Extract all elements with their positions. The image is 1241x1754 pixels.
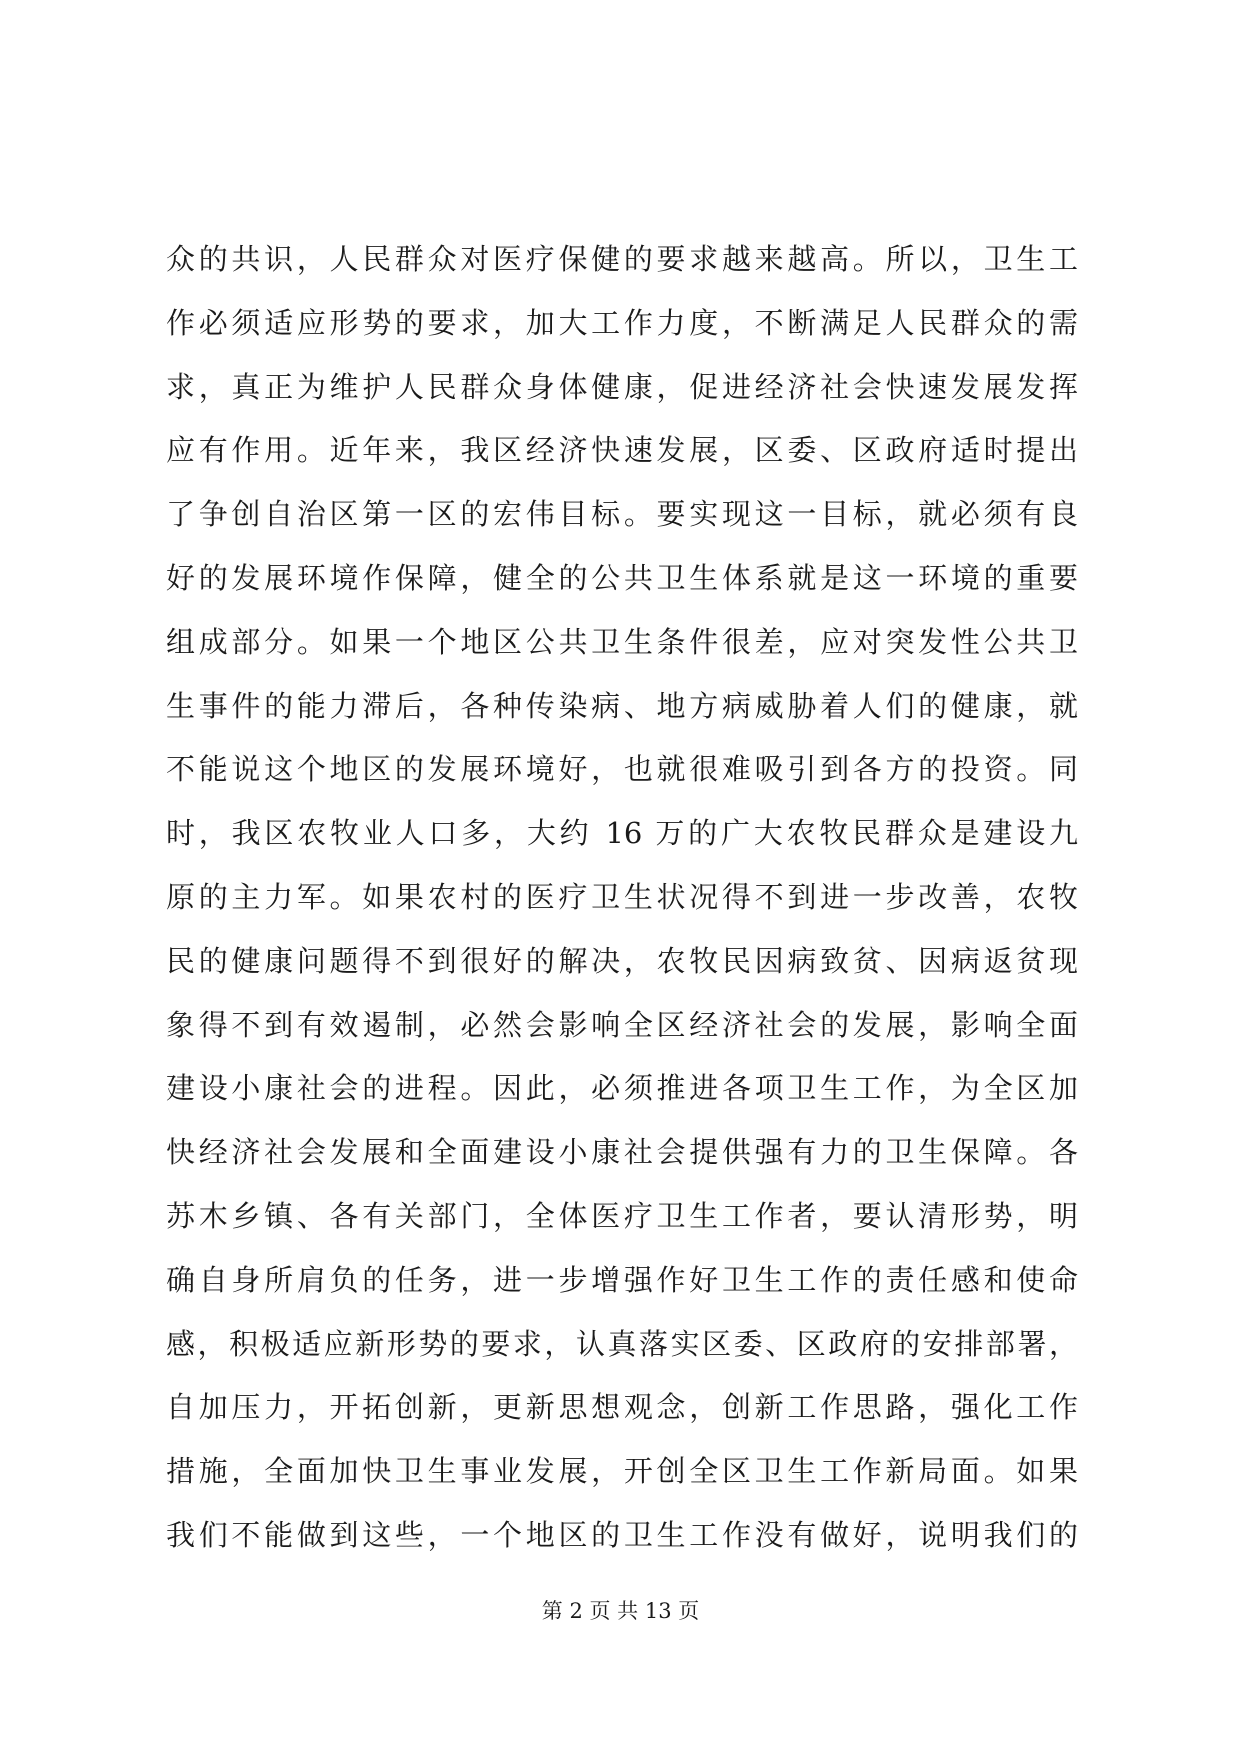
text-line: 我们不能做到这些，一个地区的卫生工作没有做好，说明我们的 — [166, 1517, 1078, 1552]
text-line: 了争创自治区第一区的宏伟目标。要实现这一目标，就必须有良 — [166, 497, 1078, 532]
text-line: 感，积极适应新形势的要求，认真落实区委、区政府的安排部署， — [166, 1326, 1078, 1361]
text-line: 苏木乡镇、各有关部门，全体医疗卫生工作者，要认清形势，明 — [166, 1198, 1078, 1233]
text-line: 作必须适应形势的要求，加大工作力度，不断满足人民群众的需 — [166, 305, 1078, 340]
text-line: 原的主力军。如果农村的医疗卫生状况得不到进一步改善，农牧 — [166, 879, 1078, 914]
text-line: 组成部分。如果一个地区公共卫生条件很差，应对突发性公共卫 — [166, 624, 1078, 659]
text-line: 不能说这个地区的发展环境好，也就很难吸引到各方的投资。同 — [166, 752, 1078, 787]
text-line: 快经济社会发展和全面建设小康社会提供强有力的卫生保障。各 — [166, 1135, 1078, 1170]
text-line: 象得不到有效遏制，必然会影响全区经济社会的发展，影响全面 — [166, 1007, 1078, 1042]
text-line: 应有作用。近年来，我区经济快速发展，区委、区政府适时提出 — [166, 433, 1078, 468]
text-line: 民的健康问题得不到很好的解决，农牧民因病致贫、因病返贫现 — [166, 943, 1078, 978]
text-line: 措施，全面加快卫生事业发展，开创全区卫生工作新局面。如果 — [166, 1454, 1078, 1489]
text-line: 建设小康社会的进程。因此，必须推进各项卫生工作，为全区加 — [166, 1071, 1078, 1106]
text-line: 自加压力，开拓创新，更新思想观念，创新工作思路，强化工作 — [166, 1390, 1078, 1425]
body-text — [166, 228, 1078, 1568]
text-line: 生事件的能力滞后，各种传染病、地方病威胁着人们的健康，就 — [166, 688, 1078, 723]
text-line: 众的共识，人民群众对医疗保健的要求越来越高。所以，卫生工 — [166, 242, 1078, 276]
text-line: 好的发展环境作保障，健全的公共卫生体系就是这一环境的重要 — [166, 560, 1078, 595]
text-line: 时，我区农牧业人口多，大约 16 万的广大农牧民群众是建设九 — [166, 816, 1078, 851]
page-footer: 第 2 页 共 13 页 — [541, 1599, 700, 1623]
text-line: 确自身所肩负的任务，进一步增强作好卫生工作的责任感和使命 — [166, 1262, 1078, 1297]
text-line: 求，真正为维护人民群众身体健康，促进经济社会快速发展发挥 — [166, 369, 1078, 404]
